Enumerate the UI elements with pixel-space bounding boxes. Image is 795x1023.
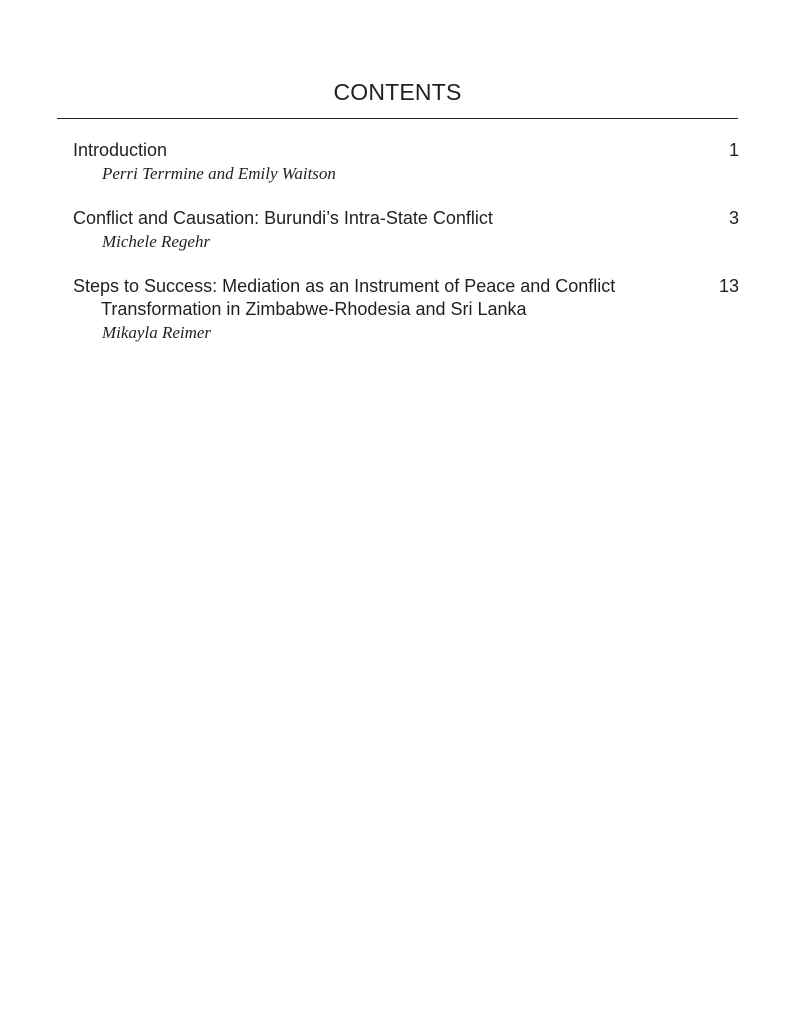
page-title: CONTENTS: [333, 79, 462, 105]
toc-entry-page-number: 3: [728, 208, 739, 228]
toc-entry-title[interactable]: Introduction: [73, 140, 168, 160]
toc-entry-page-number: 13: [718, 276, 739, 296]
toc-entry-title[interactable]: Steps to Success: Mediation as an Instrument of Peace and Conflict Transformation in Zimbabwe-Rhodesia and Sri Lanka: [73, 276, 616, 319]
toc-entry-author: Perri Terrmine and Emily Waitson: [102, 164, 336, 183]
title-rule: [57, 118, 738, 119]
toc-entry[interactable]: [73, 207, 739, 254]
toc-entry-author: Michele Regehr: [102, 232, 211, 251]
toc-entry-page-number: 1: [728, 140, 739, 160]
table-of-contents: [73, 139, 739, 366]
toc-entry-author: Mikayla Reimer: [102, 323, 212, 342]
toc-entry-title[interactable]: Conflict and Causation: Burundi’s Intra-State Conflict: [73, 208, 493, 228]
toc-entry[interactable]: [73, 275, 739, 345]
toc-entry[interactable]: [73, 139, 739, 186]
